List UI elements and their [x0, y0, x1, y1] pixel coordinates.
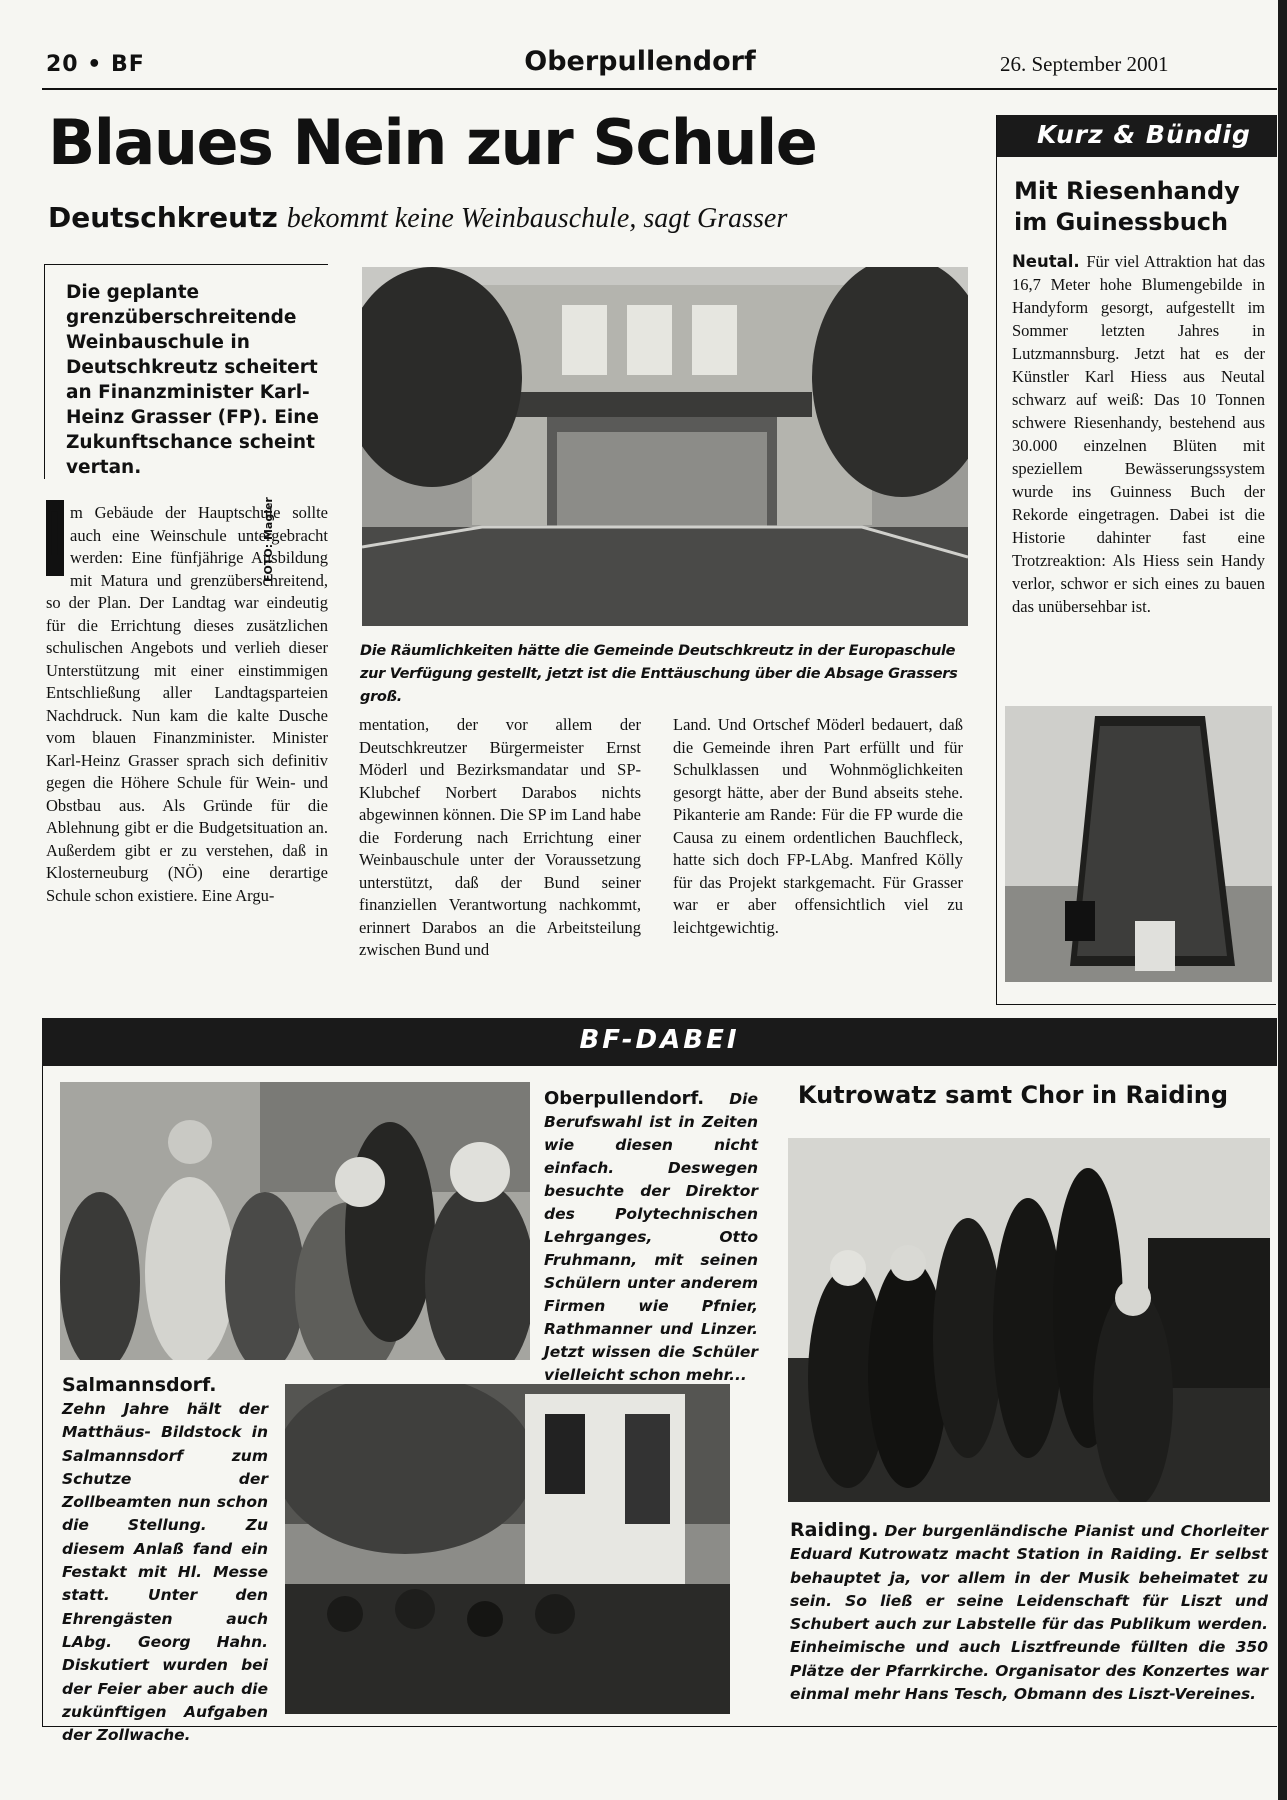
drop-cap: I [46, 500, 64, 576]
page-number: 20 [46, 52, 79, 77]
subheadline [48, 200, 978, 237]
story1-body: Die Berufswahl ist in Zeiten wie diesen nicht einfach. Deswegen besuchte der Direktor des Polytechnischen Lehrganges, Otto Fruhmann, mit seinen Schülern unter anderem Firmen wie Pfnier, Rathmanner und Linzer. Jetzt wissen die Schüler vielleicht schon mehr... [544, 1090, 758, 1384]
dabei-banner-text: BF-DABEI [579, 1025, 740, 1055]
bildstock-photo [285, 1384, 730, 1714]
sidebar-border-left [996, 115, 997, 1005]
lead-border-top [44, 264, 328, 265]
students-photo [60, 1082, 530, 1360]
page-number-paper [46, 52, 145, 77]
bullet: • [87, 52, 103, 77]
header-rule [42, 88, 1277, 90]
subhead-text: bekommt keine Weinbauschule, sagt Grasser [286, 203, 788, 234]
body-column-3: Land. Und Ortschef Möderl bedauert, daß die Gemeinde ihren Part erfüllt und für Schulklassen und Wohnmöglichkeiten gesorgt hätte, aber der Bund abseits stehe. Pikanterie am Rande: Für die FP wurde die Causa zu einem ordentlichen Bauchfleck, hatte sich doch FP-LAbg. Manfred Kölly für das Projekt starkgemacht. Für Grasser war er aber offensichtlich viel zu leichtgewichtig. [673, 715, 963, 937]
subhead-place: Deutschkreutz [48, 201, 278, 234]
giant-phone-photo [1005, 706, 1272, 982]
story2-body: Zehn Jahre hält der Matthäus- Bildstock in Salmannsdorf zum Schutze der Zollbeamten nun schon die Stellung. Zu diesem Anlaß fand ein Festakt mit Hl. Messe statt. Unter den Ehrengästen auch LAbg. Georg Hahn. Diskutiert wurden bei der Feier aber auch die zukünftigen Aufgaben der Zollwache. [62, 1400, 268, 1745]
headline: Blaues Nein zur Schule [48, 106, 817, 179]
sidebar-place: Neutal. [1012, 252, 1080, 271]
body-column-1 [46, 502, 328, 907]
sidebar-headline: Mit Riesenhandy im Guinessbuch [1014, 177, 1240, 236]
sidebar-body [1012, 250, 1265, 618]
story3-title: Kutrowatz samt Chor in Raiding [797, 1081, 1229, 1109]
lead-text: Die geplante grenzüberschreitende Weinbauschule in Deutschkreutz scheitert an Finanzminister Karl-Heinz Grasser (FP). Eine Zukunftschance scheint vertan. [66, 282, 319, 478]
scan-edge [1278, 0, 1287, 1800]
photo-credit: FOTO: Magler [262, 497, 275, 582]
story3-place: Raiding. [790, 1519, 879, 1541]
section-title: Oberpullendorf [524, 46, 756, 77]
lead-border-left [44, 264, 45, 479]
body-column-2: mentation, der vor allem der Deutschkreutzer Bürgermeister Ernst Möderl und Bezirksmandatar und SP-Klubchef Norbert Darabos nichts abgewinnen können. Die SP im Land habe die Forderung nach Errichtung einer Weinbauschule unter der Voraussetzung unterstützt, daß der Bund seiner finanziellen Verantwortung nachkommt, erinnert Darabos an die Arbeitsteilung zwischen Bund und [359, 715, 641, 959]
paper-name: BF [111, 52, 145, 77]
photo-caption: Die Räumlichkeiten hätte die Gemeinde Deutschkreutz in der Europaschule zur Verfügung gestellt, jetzt ist die Enttäuschung über die Absage Grassers groß. [360, 643, 958, 705]
body-column-1-text: m Gebäude der Hauptschule sollte auch eine Weinschule untergebracht werden: Eine fünfjährige Ausbildung mit Matura und grenzüberschreitend, so der Plan. Der Landtag war eindeutig für die Errichtung dieses zusätzlichen schulischen Angebots und verlieh dieser Unterstützung mit einer einstimmigen Entschließung aller Landtagsparteien Nachdruck. Nun kam die kalte Dusche vom blauen Finanzminister. Minister Karl-Heinz Grasser sprach sich definitiv gegen die Höhere Schule für Wein- und Obstbau aus. Als Gründe für die Ablehnung gibt er die Budgetsituation an. Außerdem gibt er zu verstehen, daß in Klosterneuburg (NÖ) eine derartige Schule schon existiere. Eine Argu- [46, 503, 328, 905]
story2-place: Salmannsdorf. [62, 1374, 217, 1396]
sidebar-border-bottom [996, 1004, 1276, 1005]
story1-place: Oberpullendorf. [544, 1088, 705, 1109]
story3-body: Der burgenländische Pianist und Chorleiter Eduard Kutrowatz macht Station in Raiding. Er selbst behauptet ja, vor allem in der Musik beheimatet zu sein. So ließ er seine Leidenschaft für Liszt und Schubert auch zur Labstelle für das Publikum werden. Einheimische und auch Lisztfreunde füllten die 350 Plätze der Pfarrkirche. Organisator des Konzertes war einmal mehr Hans Tesch, Obmann des Liszt-Vereines. [790, 1522, 1268, 1704]
school-building-photo [362, 267, 968, 626]
choir-photo [788, 1138, 1270, 1502]
story3-text [790, 1519, 1268, 1706]
dabei-border-left [42, 1066, 43, 1726]
issue-date: 26. September 2001 [1000, 52, 1169, 76]
sidebar-text: Für viel Attraktion hat das 16,7 Meter hohe Blumengebilde in Handyform gesorgt, aufgestellt im Sommer letzten Jahres in Lutzmannsburg. Jetzt hat es der Künstler Karl Hiess aus Neutal schwarz auf weiß: Das 10 Tonnen schwere Riesenhandy, bestehend aus 30.000 einzelnen Blüten mit speziellem Bewässerungssystem wurde ins Guinness Buch der Rekorde eingetragen. Dabei ist die Historie dahinter fast eine Trotzreaktion: Als Hiess sein Handy verlor, schwor er sich eines zu bauen das unübersehbar ist. [1012, 252, 1265, 616]
story1-text [544, 1087, 758, 1387]
sidebar-label: Kurz & Bündig [1037, 120, 1251, 149]
